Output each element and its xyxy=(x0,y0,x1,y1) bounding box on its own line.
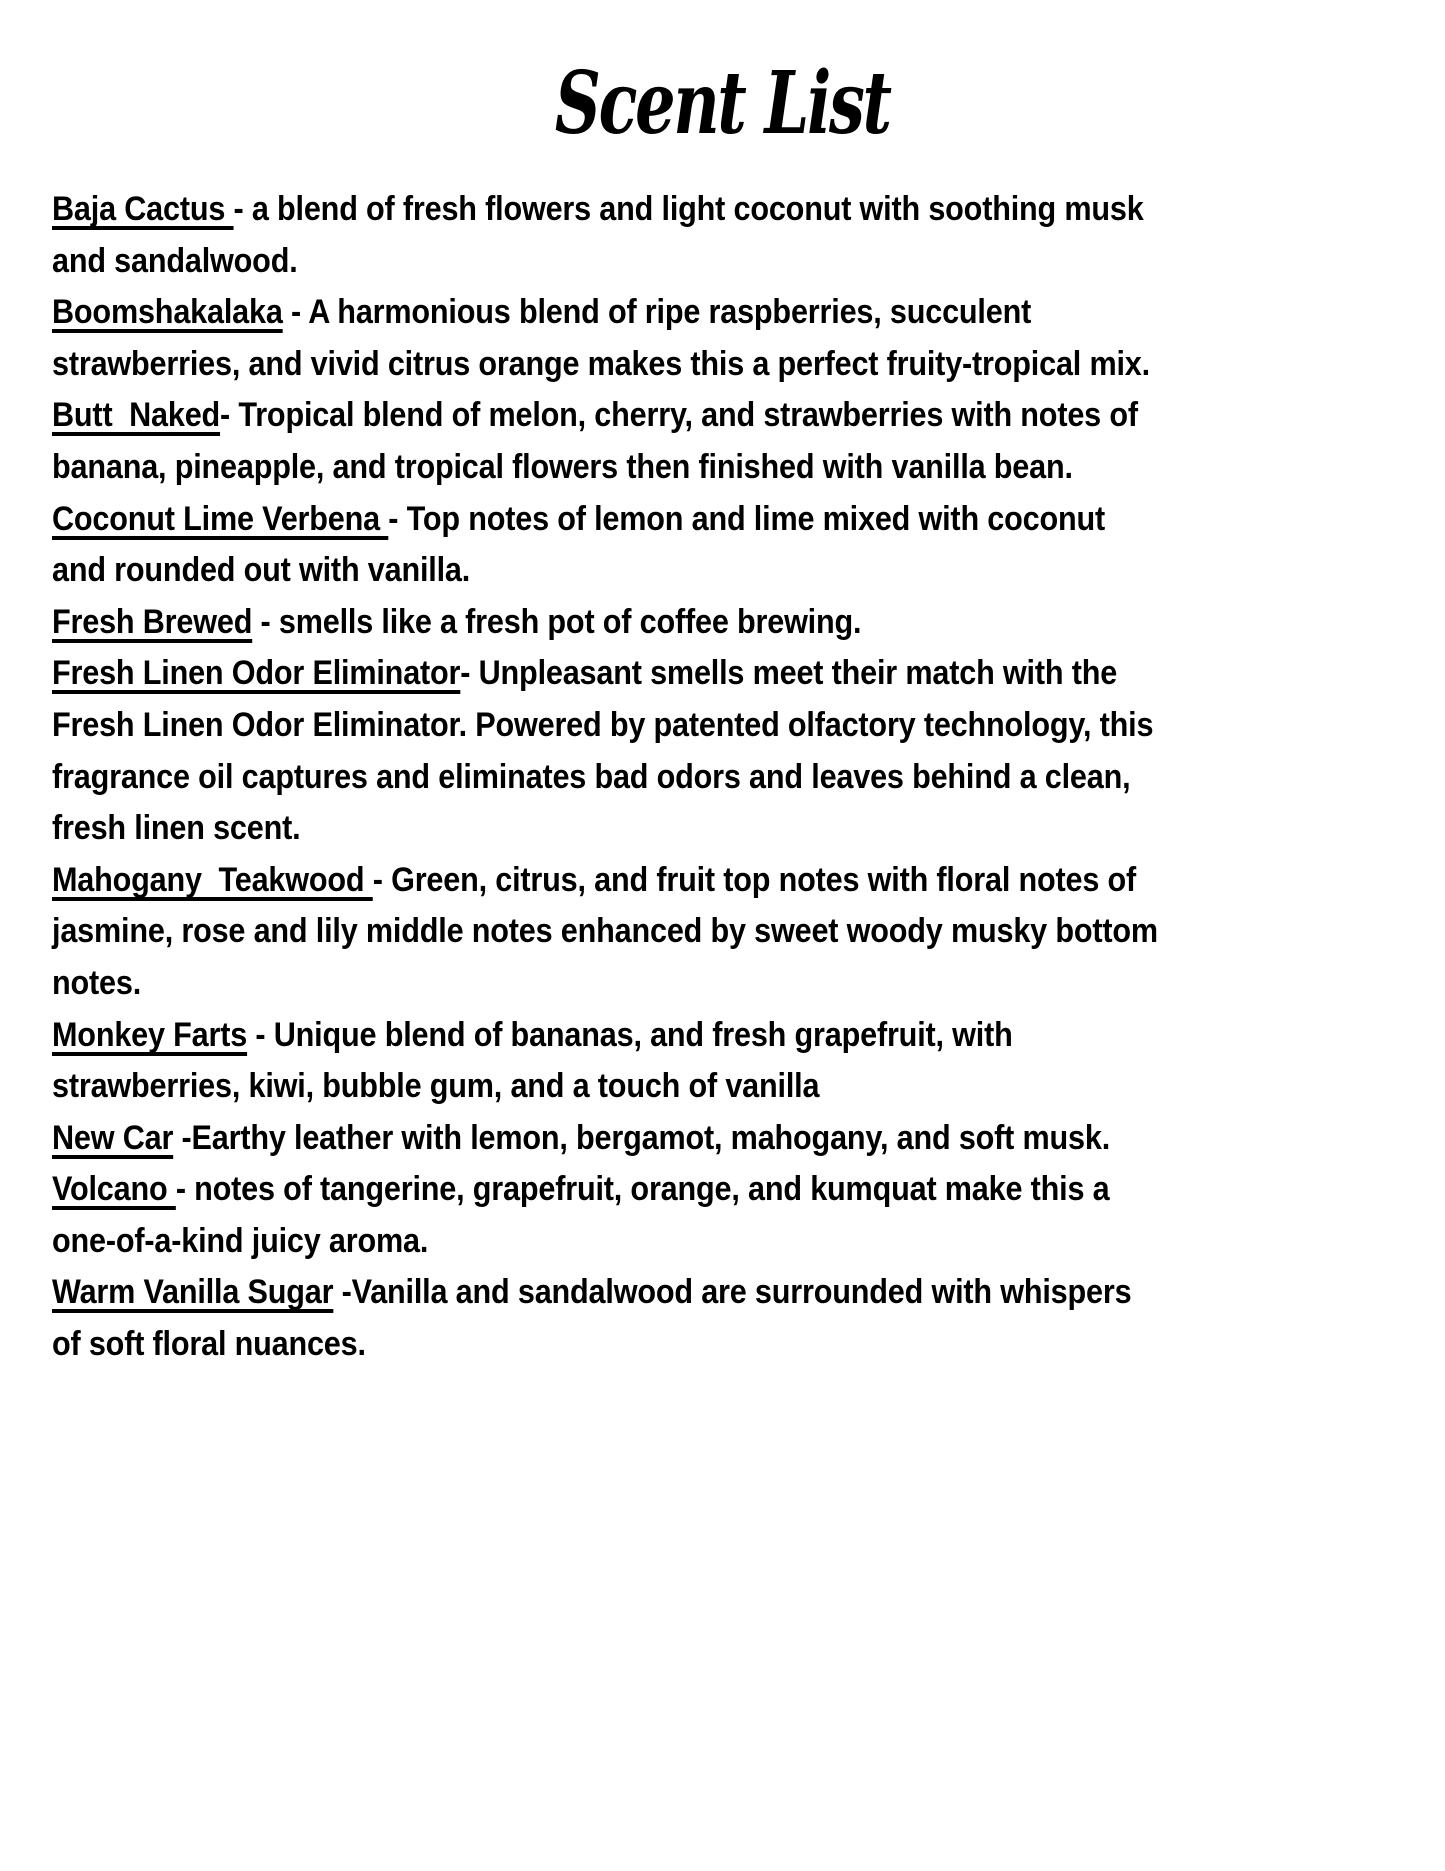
scent-entry xyxy=(52,287,1161,390)
scent-description: - Unique blend of bananas, and fresh grapefruit, with strawberries, kiwi, bubble gum, and a touch of vanilla xyxy=(52,1015,1013,1106)
scent-entry xyxy=(52,1267,1161,1370)
scent-description: -Vanilla and sandalwood are surrounded with whispers of soft floral nuances. xyxy=(52,1273,1132,1364)
scent-name: Mahogany Teakwood xyxy=(52,860,373,899)
scent-entry xyxy=(52,184,1161,287)
page-title xyxy=(0,52,1445,156)
scent-name: New Car xyxy=(52,1118,174,1157)
scent-name: Volcano xyxy=(52,1170,176,1209)
scent-description: - Unpleasant smells meet their match with the Fresh Linen Odor Eliminator. Powered by patented olfactory technology, this fragrance oil captures and eliminates bad odors and leaves behind a clean, fresh linen scent. xyxy=(52,654,1154,848)
scent-description: - A harmonious blend of ripe raspberries, succulent strawberries, and vivid citrus orange makes this a perfect fruity-tropical mix. xyxy=(52,293,1150,383)
scent-entry xyxy=(52,390,1161,493)
scent-description: - smells like a fresh pot of coffee brewing. xyxy=(252,602,862,641)
scent-description: - Tropical blend of melon, cherry, and strawberries with notes of banana, pineapple, and tropical flowers then finished with vanilla bean. xyxy=(52,396,1138,486)
scent-name: Butt Naked xyxy=(52,396,221,435)
scent-description: - notes of tangerine, grapefruit, orange, and kumquat make this a one-of-a-kind juicy aroma. xyxy=(52,1170,1110,1260)
scent-name: Baja Cactus xyxy=(52,190,234,228)
scent-name: Fresh Brewed xyxy=(52,602,253,641)
scent-entry xyxy=(52,648,1161,854)
page-title-text: Scent List xyxy=(555,53,890,154)
scent-name: Fresh Linen Odor Eliminator xyxy=(52,654,461,693)
scent-entry xyxy=(52,855,1161,1010)
scent-name: Boomshakalaka xyxy=(52,293,283,332)
scent-entry xyxy=(52,494,1161,597)
scent-name: Coconut Lime Verbena xyxy=(52,499,389,538)
scent-name: Monkey Farts xyxy=(52,1015,248,1054)
scent-description: -Earthy leather with lemon, bergamot, mahogany, and soft musk. xyxy=(173,1118,1111,1157)
scent-description: - Green, citrus, and fruit top notes with floral notes of jasmine, rose and lily middle notes enhanced by sweet woody musky bottom notes. xyxy=(52,860,1158,1002)
scent-entry xyxy=(52,1010,1161,1113)
scent-description: - a blend of fresh flowers and light coconut with soothing musk and sandalwood. xyxy=(52,190,1144,280)
scent-entry xyxy=(52,1164,1161,1267)
scent-name: Warm Vanilla Sugar xyxy=(52,1273,334,1312)
scent-description: - Top notes of lemon and lime mixed with coconut and rounded out with vanilla. xyxy=(52,499,1106,590)
scent-entry xyxy=(52,597,1161,649)
scent-list xyxy=(52,184,1161,1371)
scent-entry xyxy=(52,1113,1161,1165)
